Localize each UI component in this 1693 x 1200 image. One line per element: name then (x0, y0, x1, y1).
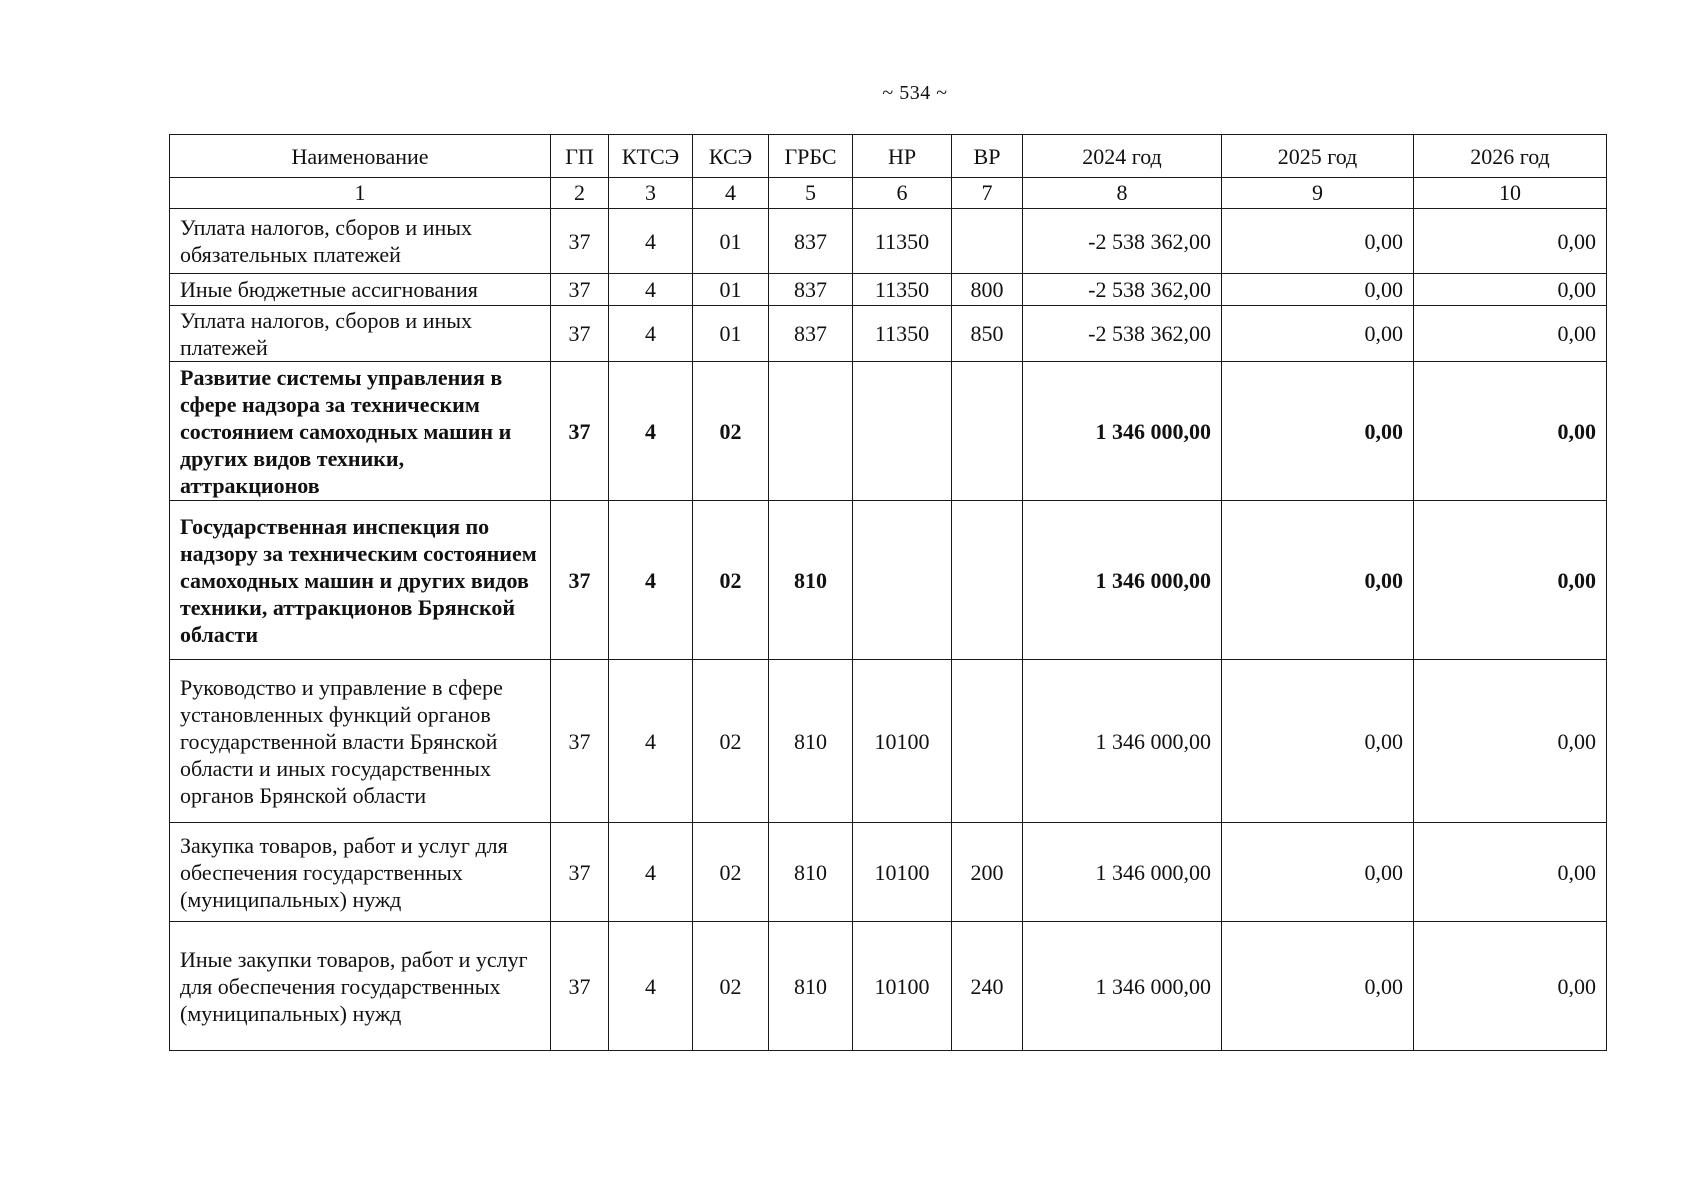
amount-2026: 0,00 (1414, 501, 1607, 660)
column-header: Наименование (170, 135, 551, 178)
column-number: 9 (1222, 178, 1414, 209)
column-number: 10 (1414, 178, 1607, 209)
grbs-cell: 837 (769, 306, 853, 362)
kse-cell: 02 (693, 823, 769, 922)
kse-cell: 01 (693, 209, 769, 274)
amount-2026: 0,00 (1414, 274, 1607, 306)
row-name: Уплата налогов, сборов и иных платежей (170, 306, 551, 362)
column-number: 5 (769, 178, 853, 209)
row-name: Государственная инспекция по надзору за техническим состоянием самоходных машин и других видов техники, аттракционов Брянской области (170, 501, 551, 660)
column-number: 1 (170, 178, 551, 209)
row-name: Иные бюджетные ассигнования (170, 274, 551, 306)
grbs-cell: 810 (769, 823, 853, 922)
nr-cell: 11350 (853, 274, 952, 306)
nr-cell: 11350 (853, 306, 952, 362)
amount-2026: 0,00 (1414, 362, 1607, 501)
kse-cell: 02 (693, 660, 769, 823)
grbs-cell: 810 (769, 660, 853, 823)
kse-cell: 02 (693, 362, 769, 501)
amount-2024: 1 346 000,00 (1023, 501, 1222, 660)
gp-cell: 37 (551, 501, 609, 660)
vr-cell (952, 660, 1023, 823)
amount-2025: 0,00 (1222, 306, 1414, 362)
amount-2024: 1 346 000,00 (1023, 660, 1222, 823)
nr-cell (853, 362, 952, 501)
amount-2025: 0,00 (1222, 209, 1414, 274)
table-row (170, 274, 1607, 306)
nr-cell: 11350 (853, 209, 952, 274)
kse-cell: 02 (693, 501, 769, 660)
kse-cell: 02 (693, 922, 769, 1051)
amount-2024: -2 538 362,00 (1023, 274, 1222, 306)
column-header: НР (853, 135, 952, 178)
ktse-cell: 4 (609, 274, 693, 306)
amount-2025: 0,00 (1222, 922, 1414, 1051)
gp-cell: 37 (551, 660, 609, 823)
nr-cell: 10100 (853, 823, 952, 922)
nr-cell: 10100 (853, 660, 952, 823)
amount-2025: 0,00 (1222, 660, 1414, 823)
column-number: 8 (1023, 178, 1222, 209)
table-row (170, 501, 1607, 660)
amount-2026: 0,00 (1414, 922, 1607, 1051)
table-row (170, 362, 1607, 501)
column-number: 6 (853, 178, 952, 209)
column-number: 7 (952, 178, 1023, 209)
ktse-cell: 4 (609, 362, 693, 501)
grbs-cell (769, 362, 853, 501)
grbs-cell: 810 (769, 922, 853, 1051)
column-header: ГРБС (769, 135, 853, 178)
amount-2026: 0,00 (1414, 823, 1607, 922)
amount-2025: 0,00 (1222, 362, 1414, 501)
row-name: Закупка товаров, работ и услуг для обеспечения государственных (муниципальных) нужд (170, 823, 551, 922)
gp-cell: 37 (551, 823, 609, 922)
budget-table (169, 134, 1607, 1051)
column-number: 3 (609, 178, 693, 209)
ktse-cell: 4 (609, 922, 693, 1051)
amount-2024: 1 346 000,00 (1023, 362, 1222, 501)
table-row (170, 660, 1607, 823)
ktse-cell: 4 (609, 306, 693, 362)
nr-cell: 10100 (853, 922, 952, 1051)
column-number-row (170, 178, 1607, 209)
column-header: 2026 год (1414, 135, 1607, 178)
vr-cell: 240 (952, 922, 1023, 1051)
vr-cell: 800 (952, 274, 1023, 306)
amount-2024: 1 346 000,00 (1023, 823, 1222, 922)
amount-2025: 0,00 (1222, 823, 1414, 922)
column-header: 2025 год (1222, 135, 1414, 178)
row-name: Иные закупки товаров, работ и услуг для обеспечения государственных (муниципальных) нужд (170, 922, 551, 1051)
grbs-cell: 810 (769, 501, 853, 660)
column-header: ВР (952, 135, 1023, 178)
row-name: Руководство и управление в сфере установленных функций органов государственной власти Брянской области и иных государственных органов Брянской области (170, 660, 551, 823)
row-name: Развитие системы управления в сфере надзора за техническим состоянием самоходных машин и других видов техники, аттракционов (170, 362, 551, 501)
gp-cell: 37 (551, 209, 609, 274)
table-row (170, 823, 1607, 922)
grbs-cell: 837 (769, 209, 853, 274)
gp-cell: 37 (551, 274, 609, 306)
vr-cell: 850 (952, 306, 1023, 362)
ktse-cell: 4 (609, 823, 693, 922)
table-row (170, 306, 1607, 362)
column-header: ГП (551, 135, 609, 178)
column-number: 4 (693, 178, 769, 209)
ktse-cell: 4 (609, 660, 693, 823)
gp-cell: 37 (551, 306, 609, 362)
column-header: КТСЭ (609, 135, 693, 178)
ktse-cell: 4 (609, 209, 693, 274)
amount-2026: 0,00 (1414, 209, 1607, 274)
row-name: Уплата налогов, сборов и иных обязательных платежей (170, 209, 551, 274)
column-header: КСЭ (693, 135, 769, 178)
amount-2024: -2 538 362,00 (1023, 209, 1222, 274)
vr-cell (952, 209, 1023, 274)
table-row (170, 209, 1607, 274)
grbs-cell: 837 (769, 274, 853, 306)
table-row (170, 922, 1607, 1051)
amount-2025: 0,00 (1222, 274, 1414, 306)
vr-cell (952, 362, 1023, 501)
vr-cell (952, 501, 1023, 660)
kse-cell: 01 (693, 274, 769, 306)
amount-2024: 1 346 000,00 (1023, 922, 1222, 1051)
gp-cell: 37 (551, 922, 609, 1051)
amount-2026: 0,00 (1414, 660, 1607, 823)
amount-2025: 0,00 (1222, 501, 1414, 660)
gp-cell: 37 (551, 362, 609, 501)
column-header: 2024 год (1023, 135, 1222, 178)
page-number: ~ 534 ~ (882, 82, 948, 104)
header-row (170, 135, 1607, 178)
column-number: 2 (551, 178, 609, 209)
vr-cell: 200 (952, 823, 1023, 922)
amount-2024: -2 538 362,00 (1023, 306, 1222, 362)
nr-cell (853, 501, 952, 660)
amount-2026: 0,00 (1414, 306, 1607, 362)
kse-cell: 01 (693, 306, 769, 362)
ktse-cell: 4 (609, 501, 693, 660)
